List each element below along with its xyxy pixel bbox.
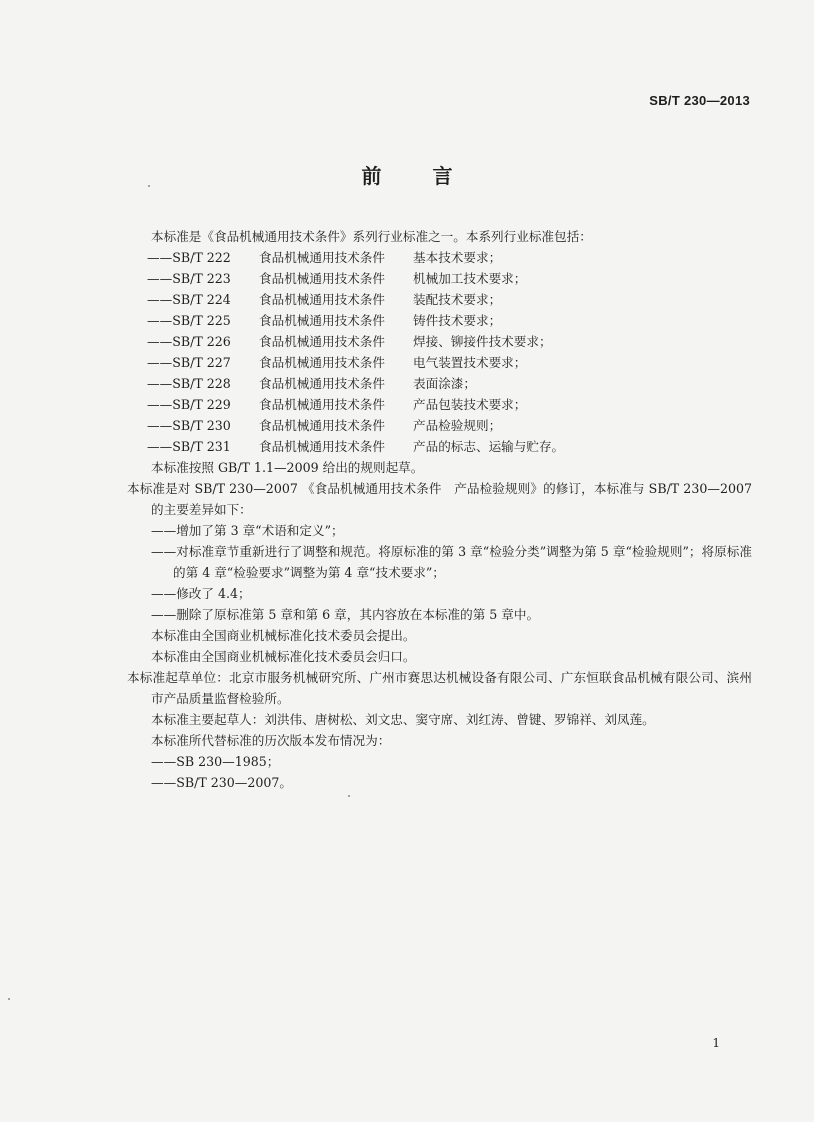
list-item: ——SB/T 222 食品机械通用技术条件 基本技术要求； — [147, 250, 502, 265]
list-item: ——SB/T 225 食品机械通用技术条件 铸件技术要求； — [147, 313, 502, 328]
history-list — [127, 751, 752, 793]
proposed-by-paragraph: 本标准由全国商业机械标准化技术委员会提出。 — [151, 628, 416, 643]
list-item: ——SB/T 229 食品机械通用技术条件 产品包装技术要求； — [147, 397, 527, 412]
list-item: ——SB/T 224 食品机械通用技术条件 装配技术要求； — [147, 292, 502, 307]
series-list — [127, 247, 752, 457]
standard-code-header: SB/T 230—2013 — [649, 93, 750, 108]
scan-speck — [8, 998, 10, 1000]
page-title: 前 言 — [361, 164, 475, 188]
list-item: ——SB/T 230—2007。 — [151, 775, 292, 790]
history-intro-paragraph: 本标准所代替标准的历次版本发布情况为： — [151, 733, 391, 748]
preface-body — [127, 226, 752, 793]
list-item: ——SB/T 230 食品机械通用技术条件 产品检验规则； — [147, 418, 502, 433]
drafting-units-paragraph: 本标准起草单位：北京市服务机械研究所、广州市赛思达机械设备有限公司、广东恒联食品机械有限公司、滨州市产品质量监督检验所。 — [127, 670, 752, 706]
scan-speck — [148, 185, 150, 187]
drafters-paragraph: 本标准主要起草人：刘洪伟、唐树松、刘文忠、窦守席、刘红涛、曾键、罗锦祥、刘凤莲。 — [151, 712, 655, 727]
list-item: ——增加了第 3 章“术语和定义”； — [151, 523, 344, 538]
page-number: 1 — [712, 1036, 720, 1050]
list-item: ——删除了原标准第 5 章和第 6 章，其内容放在本标准的第 5 章中。 — [151, 607, 540, 622]
list-item: ——SB 230—1985； — [151, 754, 280, 769]
managed-by-paragraph: 本标准由全国商业机械标准化技术委员会归口。 — [151, 649, 416, 664]
revision-paragraph: 本标准是对 SB/T 230—2007 《食品机械通用技术条件 产品检验规则》的修订，本标准与 SB/T 230—2007 的主要差异如下： — [127, 481, 752, 517]
intro-paragraph: 本标准是《食品机械通用技术条件》系列行业标准之一。本系列行业标准包括： — [151, 229, 592, 244]
drafting-rule-paragraph: 本标准按照 GB/T 1.1—2009 给出的规则起草。 — [151, 460, 424, 475]
scan-speck — [348, 795, 350, 797]
list-item: ——对标准章节重新进行了调整和规范。将原标准的第 3 章“检验分类”调整为第 5 章“检验规则”；将原标准的第 4 章“检验要求”调整为第 4 章“技术要求”； — [151, 544, 752, 580]
list-item: ——SB/T 223 食品机械通用技术条件 机械加工技术要求； — [147, 271, 527, 286]
list-item: ——SB/T 231 食品机械通用技术条件 产品的标志、运输与贮存。 — [147, 439, 565, 454]
list-item: ——SB/T 227 食品机械通用技术条件 电气装置技术要求； — [147, 355, 527, 370]
list-item: ——SB/T 226 食品机械通用技术条件 焊接、铆接件技术要求； — [147, 334, 552, 349]
list-item: ——修改了 4.4； — [151, 586, 251, 601]
changes-list — [127, 520, 752, 625]
list-item: ——SB/T 228 食品机械通用技术条件 表面涂漆； — [147, 376, 476, 391]
